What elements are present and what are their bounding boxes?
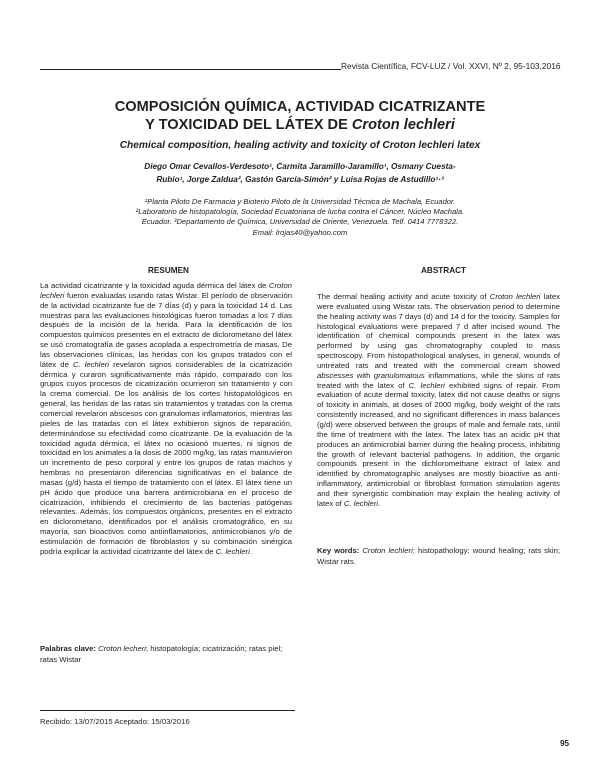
resumen-heading: RESUMEN bbox=[148, 266, 189, 275]
header-rule bbox=[40, 69, 341, 70]
affiliation-3: Ecuador. ³Departamento de Química, Universidad de Oriente, Venezuela. Telf. 0414 7778322. bbox=[141, 217, 459, 227]
resumen-body: La actividad cicatrizante y la toxicidad aguda dérmica del látex de Croton lechleri fueron evaluadas usando ratas Wistar. El período de observación de la actividad cicatrizante fue de 7 días (d) y para la toxicidad 14 d. Las muestras para las evaluaciones histológicas fueron tomadas a los 7 días después de la incisión de la herida. Para la identificación de los compuestos químicos presentes en el extracto de diclorometano del látex se usó cromatografía de gases acoplada a espectrometría de masas. De las observaciones clínicas, las heridas con los grupos tratados con el látex de C. lechleri revelaron signos considerables de la cicatrización dérmica y curaron significativamente más rápido, comparado con los grupos cuyos procesos de cicatrización ocurrieron sin tratamiento y con la crema comercial. De los análisis de los cortes histopatológicos en general, las heridas de las ratas sin tratamientos y tratadas con la crema comercial revelaron abscesos con granulomas inflamatorios, mientras las pieles de las tratadas con el látex exhibieron signos de reparación, determinándose su efectividad como cicatrizante. De la evaluación de la toxicidad aguda dérmica, el látex no ocasionó muertes, ni signos de toxicidad en los animales a la dosis de 2000 mg/kg, las ratas mantuvieron un incremento de peso corporal y entre los grupos de ratas machos y hembras no presentaron diferencias significativas en el balance de masas (g/d) hasta el tiempo de tratamiento con el látex. El látex tiene un pH ácido que produce una barrera antimicrobiana en el proceso de cicatrización, inhibiendo el crecimiento de las bacterias patógenas relevantes. Además, los compuestos orgánicos, presentes en el extracto en diclorometano, identificados por el análisis cromatográfico, en su mayoría, son bioactivos como antiinflamatorios, antimicrobianos y/o de estimulación de formación de fibroblastos y su combinación sinérgica podría explicar la actividad cicatrizante del látex de C. lechleri. bbox=[40, 281, 292, 556]
received-accepted-dates: Recibido: 13/07/2015 Aceptado: 15/03/2016 bbox=[40, 717, 190, 726]
abstract-heading: ABSTRACT bbox=[421, 266, 467, 275]
page-number: 95 bbox=[560, 739, 570, 748]
resumen-keywords: Palabras clave: Croton lecheri; histopatología; cicatrización; ratas piel; ratas Wistar bbox=[40, 644, 283, 664]
affiliation-1: ¹Planta Piloto De Farmacia y Bioterio Piloto de la Universidad Técnica de Machala, Ecuador. bbox=[144, 197, 456, 206]
authors-line-2: Rubio¹, Jorge Zaldua², Gastón García-Simón² y Luisa Rojas de Astudillo¹·³ bbox=[156, 175, 444, 184]
title-line-1: COMPOSICIÓN QUÍMICA, ACTIVIDAD CICATRIZANTE bbox=[114, 99, 486, 115]
title-species: Croton lechleri bbox=[351, 117, 455, 133]
journal-header: Revista Científica, FCV-LUZ / Vol. XXVI, Nº 2, 95-103,2016 bbox=[341, 61, 561, 71]
abstract-body: The dermal healing activity and acute toxicity of Croton lechleri latex were evaluated using Wistar rats. The observation period to determine the healing activity was 7 days (d) and 14 d for the toxicity. Samples for histological evaluations were prepared 7 d after incised wound. The identification of chemical compounds present in the latex was performed by using gas chromatography coupled to mass spectroscopy. From histopathological analyses, in general, wounds of untreated rats and treated with the commercial cream showed abscesses with granulomatous inflammations, while the skins of rats treated with the latex of C. lechleri exhibited signs of repair. From evaluation of acute dermal toxicity, latex did not cause deaths or signs of toxicity in animals, at doses of 2000 mg/kg, body weight of the rats consistently increased, and no significant differences in mass balances (g/d) were observed between the groups of male and female rats, until the time of treatment with the latex. The latex has an acidic pH that produces an antimicrobial barrier during the healing process, inhibiting the growth of relevant bacterial pathogens. In addition, the organic compounds present in the dichloromethane extract of latex and identified by chromatographic analyses are mostly bioactive as anti-inflammatory, antimicrobial or fibroblast formation stimulation agents and their synergistic combination may explain the healing activity of latex of C. lechleri. bbox=[317, 292, 560, 508]
english-title: Chemical composition, healing activity and toxicity of Croton lechleri latex bbox=[119, 140, 481, 151]
title-line-2: Y TOXICIDAD DEL LÁTEX DE Croton lechleri bbox=[145, 117, 455, 133]
affiliation-2: ²Laboratorio de histopatología, Sociedad Ecuatoriana de lucha contra el Cáncer, Núcleo Machala. bbox=[135, 207, 465, 217]
authors-line-1: Diego Omar Cevallos-Verdesoto¹, Carmita Jaramillo-Jaramillo¹, Osmany Cuesta- bbox=[144, 162, 456, 171]
contact-email: Email: lrojas40@yahoo.com bbox=[252, 227, 348, 237]
affiliations bbox=[90, 197, 510, 238]
abstract-keywords: Key words: Croton lechleri; histopathology; wound healing; rats skin; Wistar rats. bbox=[317, 546, 560, 566]
footer-rule bbox=[40, 710, 295, 711]
article-title bbox=[40, 98, 560, 134]
author-list bbox=[120, 160, 480, 186]
